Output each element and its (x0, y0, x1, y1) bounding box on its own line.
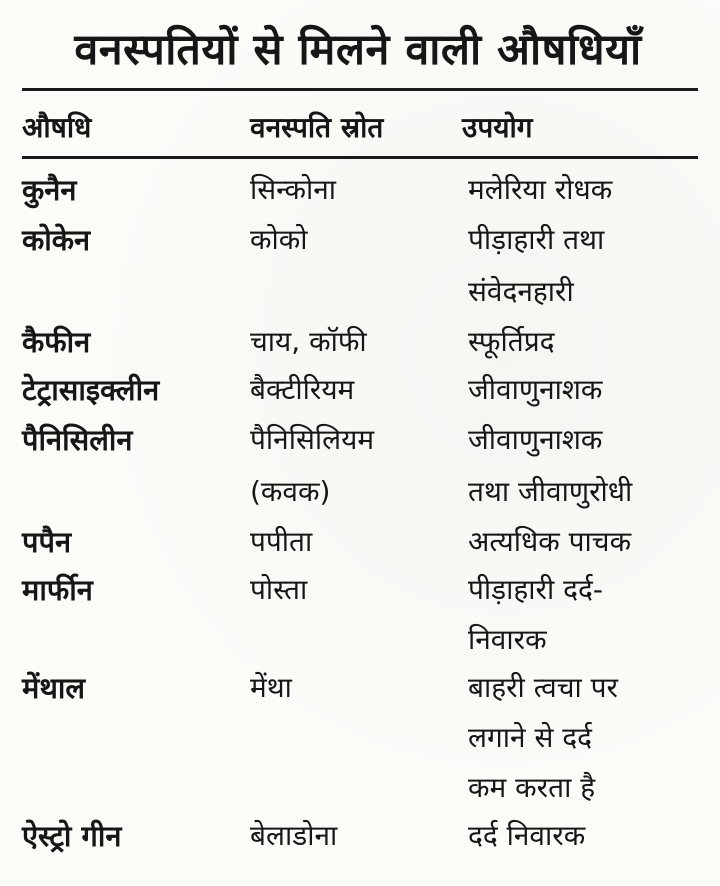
plant-source: पोस्ता (250, 573, 308, 606)
table-row (0, 670, 720, 720)
plant-source: (कवक) (250, 475, 331, 508)
column-header-use: उपयोग (462, 111, 533, 144)
drug-use: जीवाणुनाशक (468, 423, 603, 456)
plant-source: पैनिसिलियम (250, 423, 375, 456)
column-header-drug: औषधि (22, 111, 92, 144)
table-row (0, 422, 720, 472)
drug-name: पैनिसिलीन (22, 423, 133, 457)
table-row (0, 524, 720, 574)
plant-source: बैक्टीरियम (250, 373, 355, 406)
drug-use: निवारक (468, 623, 547, 656)
drug-use: पीड़ाहारी दर्द- (468, 573, 603, 606)
drug-name: मेंथाल (22, 671, 86, 705)
table-row (0, 274, 720, 324)
table-row (0, 720, 720, 770)
drug-name: कैफीन (22, 325, 91, 359)
column-header-source: वनस्पति स्रोत (250, 111, 384, 144)
drug-use: अत्यधिक पाचक (468, 525, 632, 558)
table-row (0, 324, 720, 374)
plant-source: बेलाडोना (250, 819, 338, 852)
drug-use: दर्द निवारक (468, 819, 586, 852)
drug-use: लगाने से दर्द (468, 721, 593, 754)
drug-name: कुनैन (22, 173, 77, 207)
plant-source: चाय, कॉफी (250, 325, 367, 358)
drug-use: कम करता है (468, 771, 596, 804)
drug-name: कोकेन (22, 223, 91, 257)
table-row (0, 622, 720, 672)
page-title: वनस्पतियों से मिलने वाली औषधियाँ (74, 25, 642, 75)
drug-use: मलेरिया रोधक (468, 173, 613, 206)
table-row (0, 172, 720, 222)
table-row (0, 474, 720, 524)
plant-source: सिन्कोना (250, 173, 337, 206)
table-row (0, 572, 720, 622)
drug-name: पपैन (22, 525, 72, 559)
plant-source: पपीता (250, 525, 313, 558)
drug-use: पीड़ाहारी तथा (468, 223, 605, 256)
drug-name: मार्फीन (22, 573, 93, 607)
table-row (0, 770, 720, 820)
drug-name: ऐस्ट्रो गीन (22, 819, 122, 853)
table-row (0, 372, 720, 422)
title-divider (22, 88, 698, 91)
table-row (0, 818, 720, 868)
table-row (0, 222, 720, 272)
drug-use: जीवाणुनाशक (468, 373, 603, 406)
drug-use: संवेदनहारी (468, 275, 574, 308)
drug-use: बाहरी त्वचा पर (468, 671, 618, 704)
plant-source: मेंथा (250, 671, 292, 704)
plant-source: कोको (250, 223, 308, 256)
drug-use: स्फूर्तिप्रद (468, 325, 555, 358)
drug-name: टेट्रासाइक्लीन (22, 373, 160, 407)
header-divider (22, 156, 698, 159)
drug-use: तथा जीवाणुरोधी (468, 475, 633, 508)
